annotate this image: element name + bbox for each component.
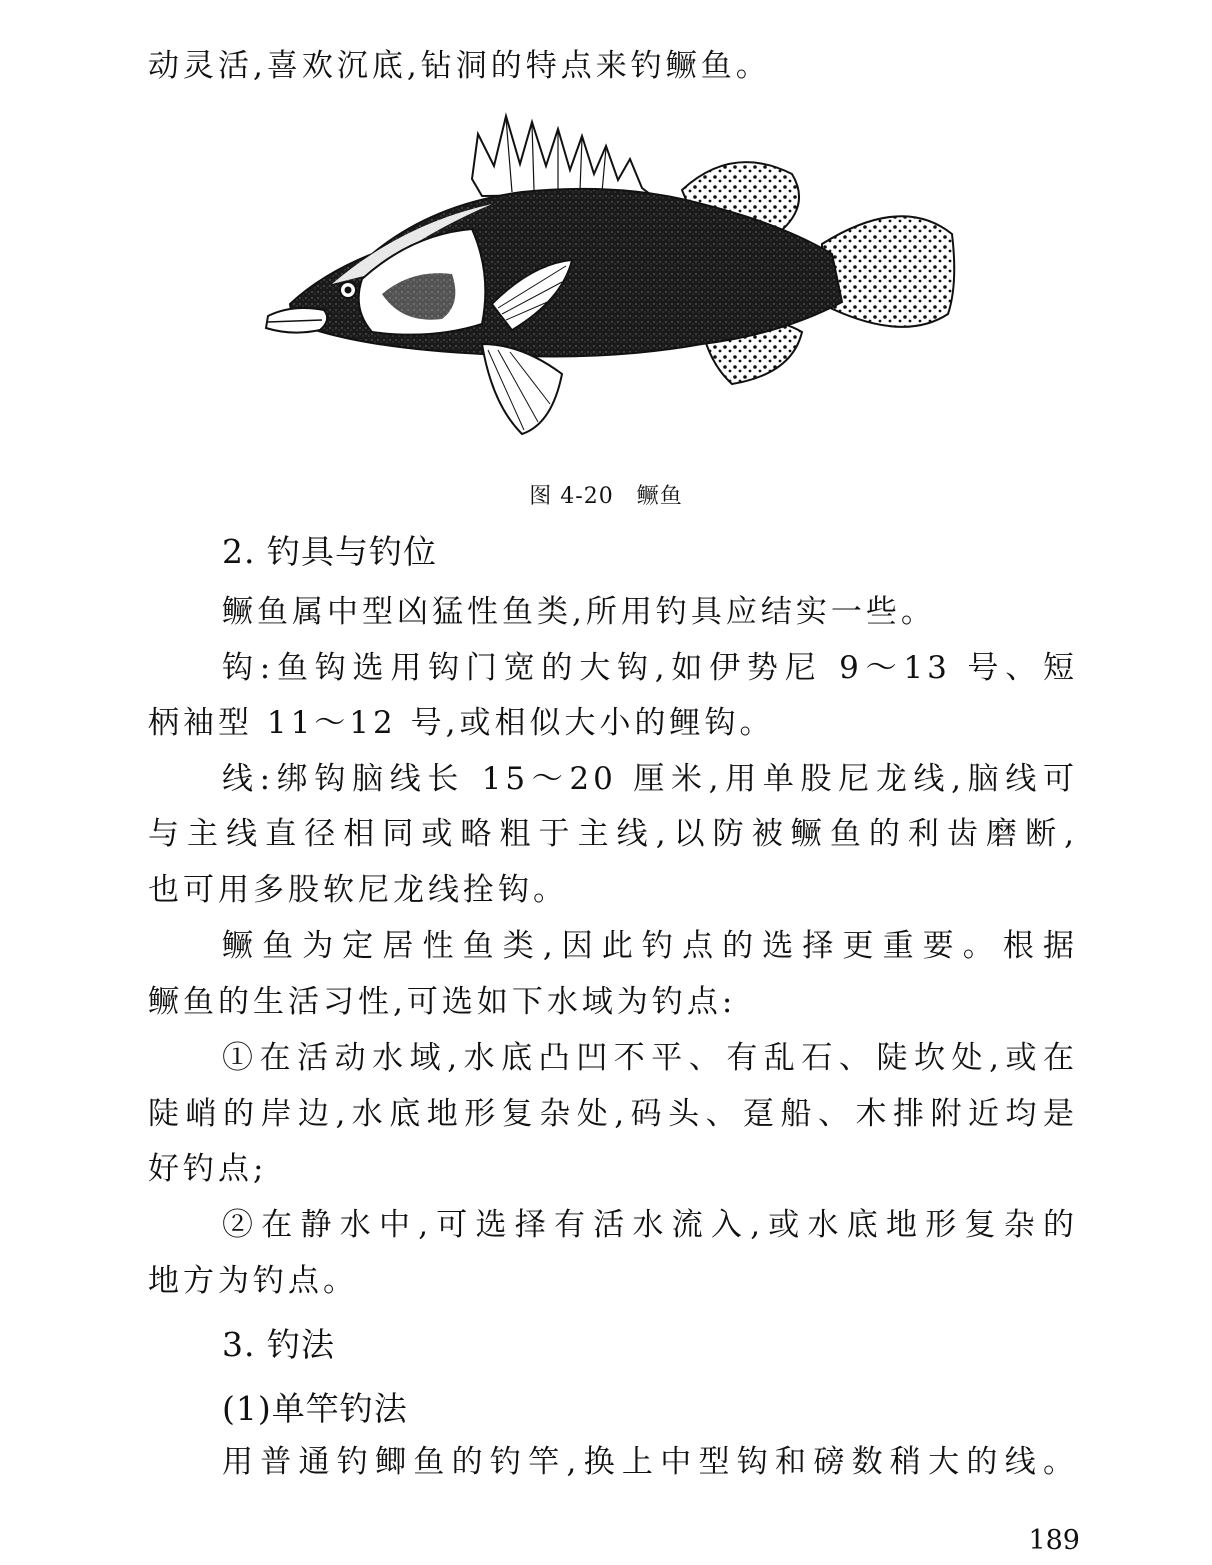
text-line-8: 鳜鱼的生活习性,可选如下水域为钓点: <box>148 984 737 1020</box>
text-line-11: 好钓点; <box>148 1151 268 1187</box>
text-line-7: 鳜鱼为定居性鱼类,因此钓点的选择更重要。根据 <box>222 928 1078 964</box>
text-line-0: 动灵活,喜欢沉底,钻洞的特点来钓鳜鱼。 <box>148 48 771 84</box>
subsection-heading-3-1: (1)单竿钓法 <box>222 1389 408 1428</box>
text-line-5: 与主线直径相同或略粗于主线,以防被鳜鱼的利齿磨断, <box>148 816 1078 852</box>
section-heading-2: 2. 钓具与钓位 <box>222 532 437 571</box>
text-line-4: 线:绑钩脑线长 15～20 厘米,用单股尼龙线,脑线可 <box>222 761 1078 797</box>
text-line-3: 柄袖型 11～12 号,或相似大小的鲤钩。 <box>148 705 775 741</box>
text-line-6: 也可用多股软尼龙线拴钩。 <box>148 872 568 908</box>
figure-caption: 图 4-20 鳜鱼 <box>529 484 683 509</box>
text-line-13: 地方为钓点。 <box>148 1263 358 1299</box>
mandarin-fish-illustration <box>262 104 958 444</box>
text-line-12: ②在静水中,可选择有活水流入,或水底地形复杂的 <box>222 1207 1078 1243</box>
page-number: 189 <box>1028 1525 1080 1556</box>
text-line-10: 陡峭的岸边,水底地形复杂处,码头、趸船、木排附近均是 <box>148 1096 1078 1132</box>
section-heading-3: 3. 钓法 <box>222 1325 335 1364</box>
text-line-2: 钩:鱼钩选用钩门宽的大钩,如伊势尼 9～13 号、短 <box>222 650 1078 686</box>
text-line-14: 用普通钓鲫鱼的钓竿,换上中型钩和磅数稍大的线。 <box>222 1444 1078 1480</box>
text-line-9: ①在活动水域,水底凸凹不平、有乱石、陡坎处,或在 <box>222 1040 1078 1076</box>
text-line-1: 鳜鱼属中型凶猛性鱼类,所用钓具应结实一些。 <box>222 594 936 630</box>
